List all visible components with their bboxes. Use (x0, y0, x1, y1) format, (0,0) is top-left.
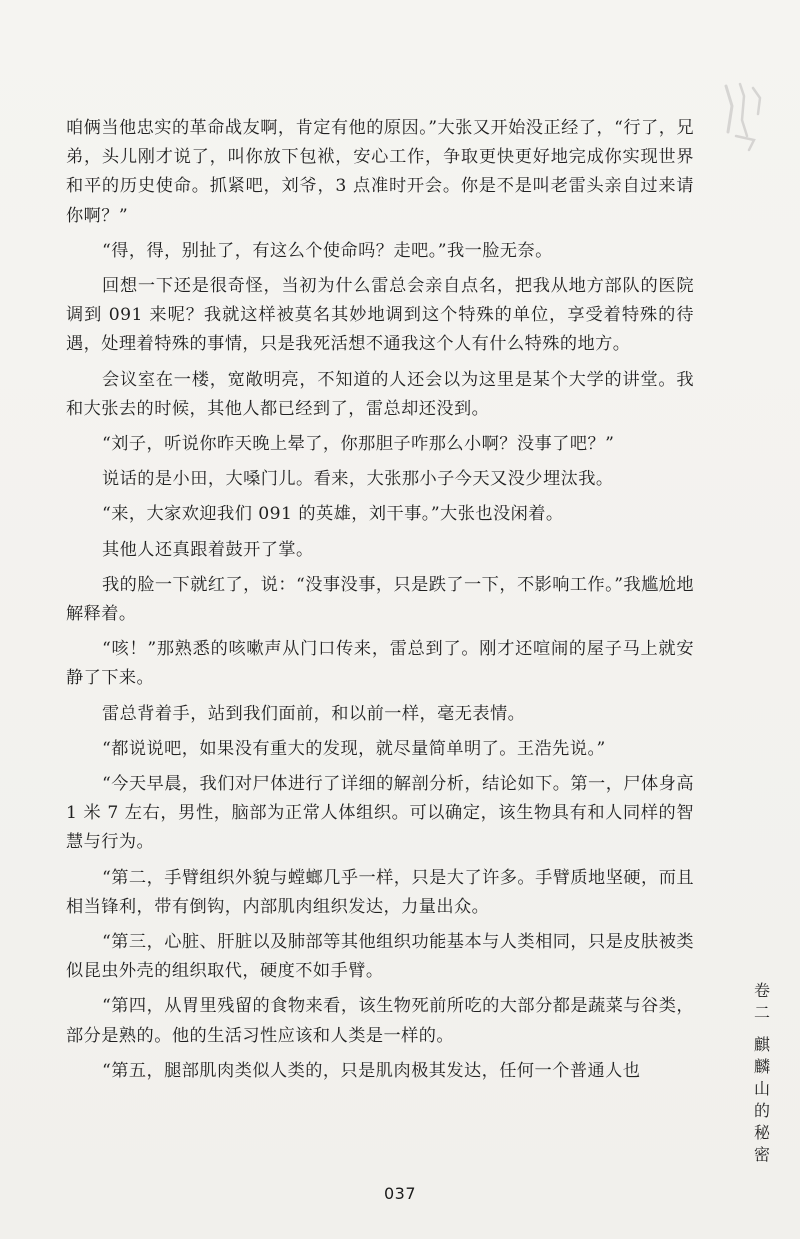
title-char-5: 秘 (753, 1123, 770, 1142)
faint-calligraphy-mark (718, 78, 770, 156)
main-text (66, 114, 694, 1086)
volume-char-2: 二 (753, 1003, 770, 1022)
paragraph-10: “咳！”那熟悉的咳嗽声从门口传来，雷总到了。刚才还喧闹的屋子马上就安静了下来。 (66, 639, 694, 689)
paragraph-12: “都说说吧，如果没有重大的发现，就尽量简单明了。王浩先说。” (102, 738, 606, 759)
paragraph-17: “第五，腿部肌肉类似人类的，只是肌肉极其发达，任何一个普通人也 (102, 1060, 641, 1081)
paragraph-1: 咱俩当他忠实的革命战友啊，肯定有他的原因。”大张又开始没正经了，“行了，兄弟，头儿刚才说了，叫你放下包袱，安心工作，争取更快更好地完成你实现世界和平的历史使命。抓紧吧，刘爷，3 点准时开会。你是不是叫老雷头亲自过来请你啊？” (66, 118, 694, 226)
title-char-1: 麒 (753, 1035, 770, 1054)
paragraph-3: 回想一下还是很奇怪，当初为什么雷总会亲自点名，把我从地方部队的医院调到 091 来呢？我就这样被莫名其妙地调到这个特殊的单位，享受着特殊的待遇，处理着特殊的事情，只是我死活想不通我这个人有什么特殊的地方。 (66, 276, 694, 355)
paragraph-16: “第四，从胃里残留的食物来看，该生物死前所吃的大部分都是蔬菜与谷类，部分是熟的。他的生活习性应该和人类是一样的。 (66, 996, 694, 1046)
title-char-3: 山 (753, 1079, 770, 1098)
title-char-2: 麟 (753, 1057, 770, 1076)
page-number: 037 (383, 1184, 417, 1203)
paragraph-11: 雷总背着手，站到我们面前，和以前一样，毫无表情。 (102, 703, 526, 724)
paragraph-2: “得，得，别扯了，有这么个使命吗？走吧。”我一脸无奈。 (102, 240, 553, 261)
paragraph-15: “第三，心脏、肝脏以及肺部等其他组织功能基本与人类相同，只是皮肤被类似昆虫外壳的组织取代，硬度不如手臂。 (66, 932, 694, 982)
paragraph-13: “今天早晨，我们对尸体进行了详细的解剖分析，结论如下。第一，尸体身高 1 米 7 左右，男性，脑部为正常人体组织。可以确定，该生物具有和人同样的智慧与行为。 (66, 774, 694, 853)
title-char-4: 的 (753, 1101, 770, 1120)
paragraph-7: “来，大家欢迎我们 091 的英雄，刘干事。”大张也没闲着。 (102, 504, 564, 525)
paragraph-5: “刘子，听说你昨天晚上晕了，你那胆子咋那么小啊？没事了吧？” (102, 434, 615, 455)
paragraph-14: “第二，手臂组织外貌与螳螂几乎一样，只是大了许多。手臂质地坚硬，而且相当锋利，带有倒钩，内部肌肉组织发达，力量出众。 (66, 867, 694, 917)
paragraph-8: 其他人还真跟着鼓开了掌。 (102, 539, 314, 560)
title-char-6: 密 (753, 1145, 770, 1164)
volume-char-1: 卷 (753, 981, 770, 1000)
paragraph-9: 我的脸一下就红了，说：“没事没事，只是跌了一下，不影响工作。”我尴尬地解释着。 (66, 574, 694, 625)
paragraph-6: 说话的是小田，大嗓门儿。看来，大张那小子今天又没少埋汰我。 (102, 469, 614, 490)
running-title-vertical (750, 980, 774, 1166)
paragraph-4: 会议室在一楼，宽敞明亮，不知道的人还会以为这里是某个大学的讲堂。我和大张去的时候，其他人都已经到了，雷总却还没到。 (66, 369, 694, 419)
